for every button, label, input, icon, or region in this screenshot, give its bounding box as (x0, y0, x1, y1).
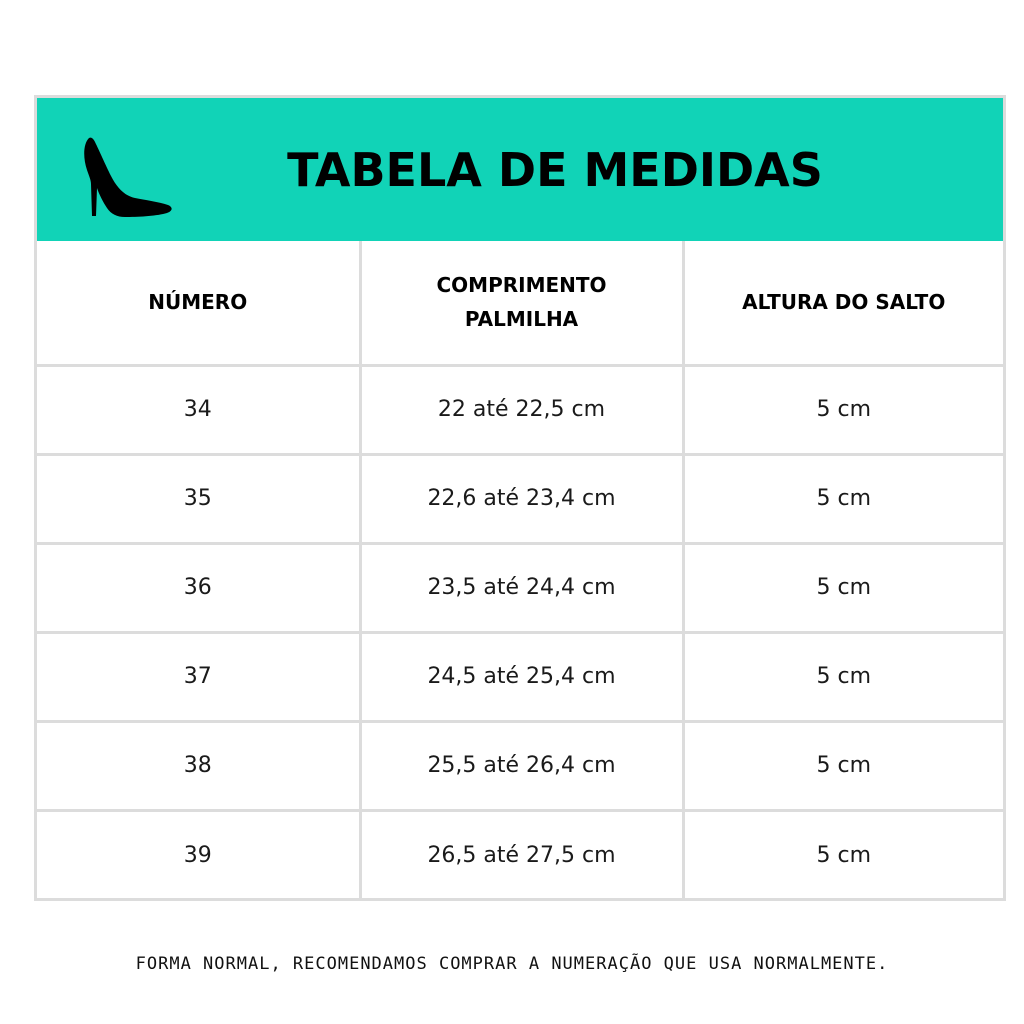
cell-comprimento: 23,5 até 24,4 cm (360, 543, 683, 632)
table-row (37, 365, 1003, 454)
cell-numero: 37 (37, 632, 360, 721)
cell-altura: 5 cm (683, 721, 1003, 810)
size-chart-frame (34, 95, 1006, 901)
header-numero: NÚMERO (37, 241, 360, 365)
cell-comprimento: 25,5 até 26,4 cm (360, 721, 683, 810)
size-table (37, 241, 1003, 899)
cell-numero: 36 (37, 543, 360, 632)
table-row (37, 721, 1003, 810)
table-header-row (37, 241, 1003, 365)
cell-altura: 5 cm (683, 632, 1003, 721)
cell-altura: 5 cm (683, 454, 1003, 543)
cell-altura: 5 cm (683, 543, 1003, 632)
cell-numero: 38 (37, 721, 360, 810)
footnote: FORMA NORMAL, RECOMENDAMOS COMPRAR A NUMERAÇÃO QUE USA NORMALMENTE. (135, 954, 889, 974)
header-comprimento-palmilha: COMPRIMENTO PALMILHA (360, 241, 683, 365)
page-title: TABELA DE MEDIDAS (287, 143, 823, 197)
table-row (37, 632, 1003, 721)
table-row (37, 810, 1003, 899)
table-row (37, 543, 1003, 632)
cell-comprimento: 22,6 até 23,4 cm (360, 454, 683, 543)
cell-altura: 5 cm (683, 810, 1003, 899)
cell-altura: 5 cm (683, 365, 1003, 454)
cell-numero: 34 (37, 365, 360, 454)
cell-comprimento: 24,5 até 25,4 cm (360, 632, 683, 721)
cell-numero: 39 (37, 810, 360, 899)
title-banner (37, 98, 1003, 241)
table-row (37, 454, 1003, 543)
cell-comprimento: 22 até 22,5 cm (360, 365, 683, 454)
cell-numero: 35 (37, 454, 360, 543)
header-altura-do-salto: ALTURA DO SALTO (683, 241, 1003, 365)
cell-comprimento: 26,5 até 27,5 cm (360, 810, 683, 899)
